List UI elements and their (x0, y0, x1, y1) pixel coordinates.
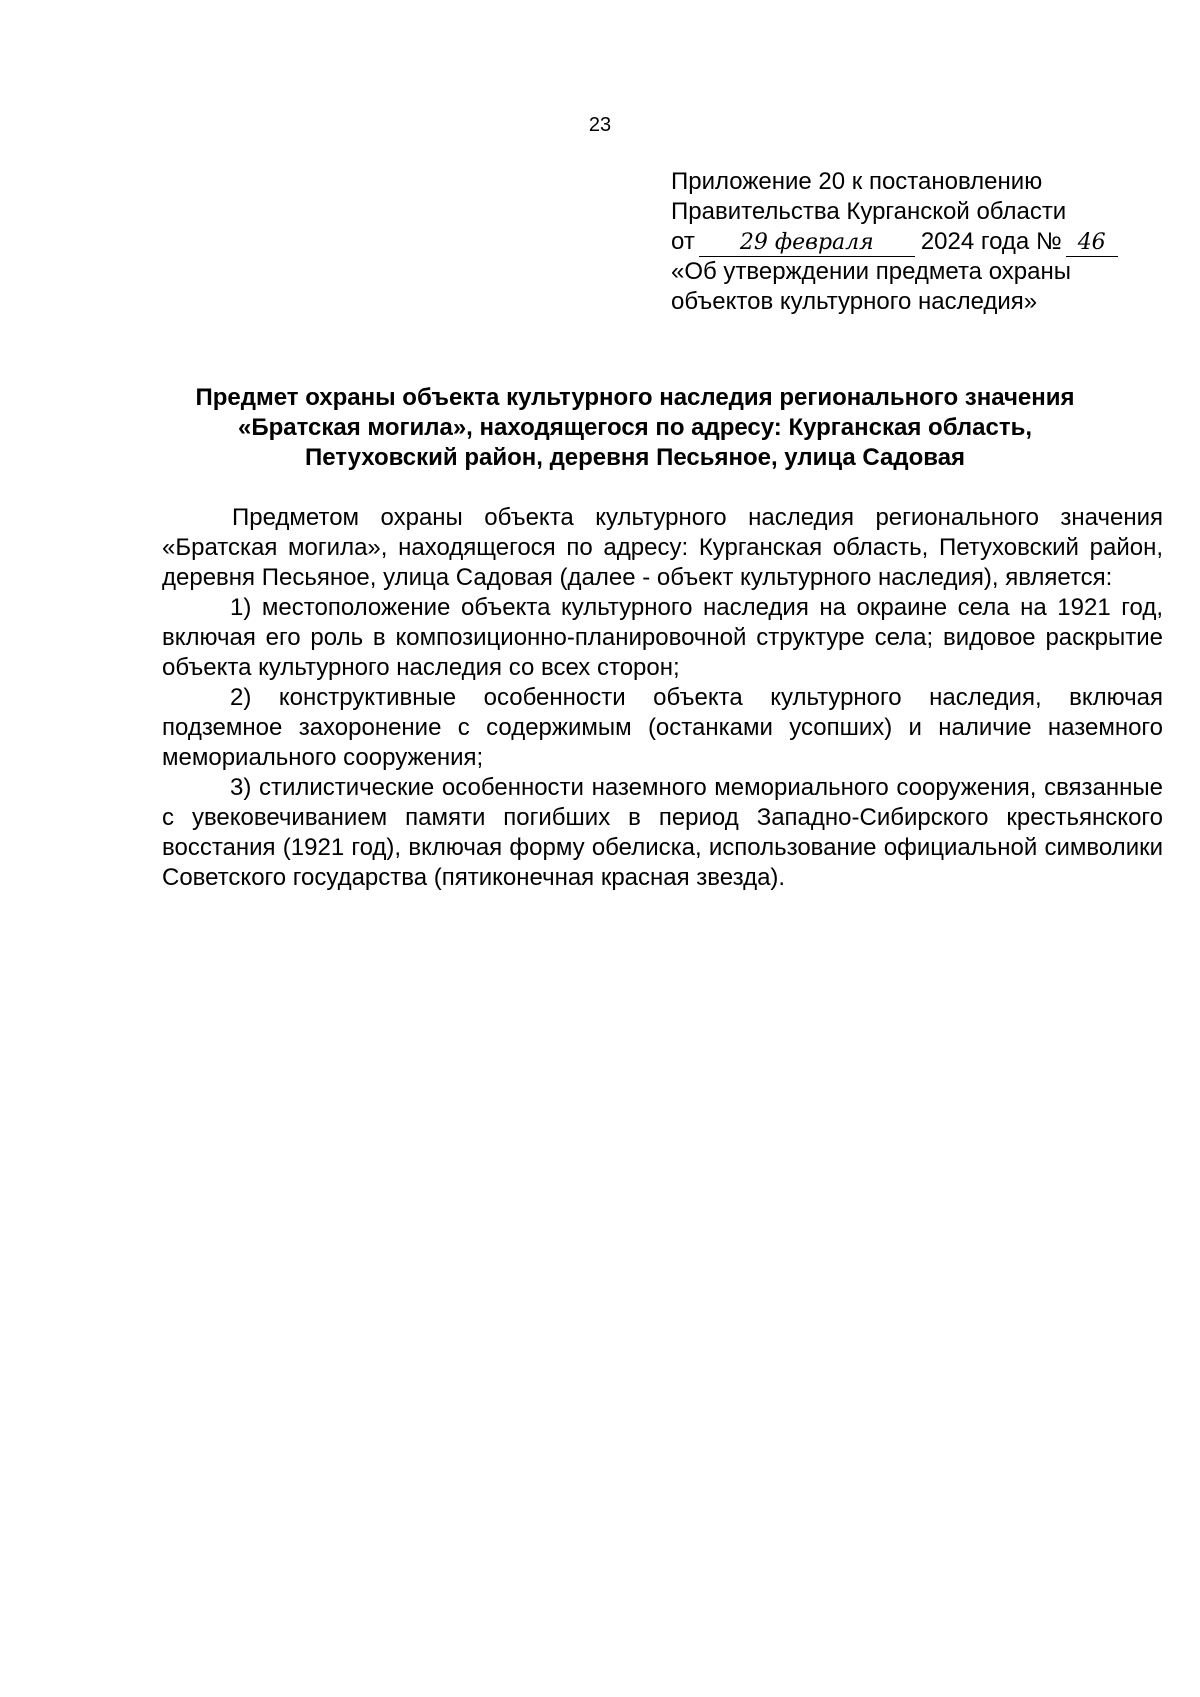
attachment-line-5: объектов культурного наследия» (671, 288, 1038, 315)
attachment-date-line (671, 227, 1151, 257)
year-text: 2024 года № (920, 228, 1062, 255)
title-line-3: Петуховский район, деревня Песьяное, улица Садовая (304, 444, 966, 471)
list-item: 1) местоположение объекта культурного наследия на окраине села на 1921 год, включая его роль в композиционно-планировочной структуре села; видовое раскрытие объекта культурного наследия со всех сторон; (162, 594, 1163, 681)
document-body (162, 503, 1163, 893)
date-prefix: от (671, 228, 695, 255)
document-title (130, 383, 1140, 473)
handwritten-date: 29 февраля (699, 230, 915, 257)
title-line-2: «Братская могила», находящегося по адресу: Курганская область, (237, 414, 1033, 441)
list-item: 3) стилистические особенности наземного мемориального сооружения, связанные с увековечиванием памяти погибших в период Западно-Сибирского крестьянского восстания (1921 год), включая форму обелиска, использование официальной символики Советского государства (пятиконечная красная звезда). (162, 774, 1163, 891)
attachment-line-1: Приложение 20 к постановлению (671, 168, 1043, 195)
attachment-block (671, 167, 1151, 317)
title-line-1: Предмет охраны объекта культурного наследия регионального значения (195, 384, 1075, 411)
page-number: 23 (588, 114, 612, 136)
handwritten-number: 46 (1066, 230, 1118, 257)
list-item: 2) конструктивные особенности объекта культурного наследия, включая подземное захоронение с содержимым (останками усопших) и наличие наземного мемориального сооружения; (162, 684, 1163, 771)
intro-paragraph: Предметом охраны объекта культурного наследия регионального значения «Братская могила», находящегося по адресу: Курганская область, Петуховский район, деревня Песьяное, улица Садовая (далее - объект культурного наследия), является: (162, 504, 1163, 591)
attachment-line-2: Правительства Курганской области (671, 198, 1067, 225)
attachment-line-4: «Об утверждении предмета охраны (671, 258, 1071, 285)
